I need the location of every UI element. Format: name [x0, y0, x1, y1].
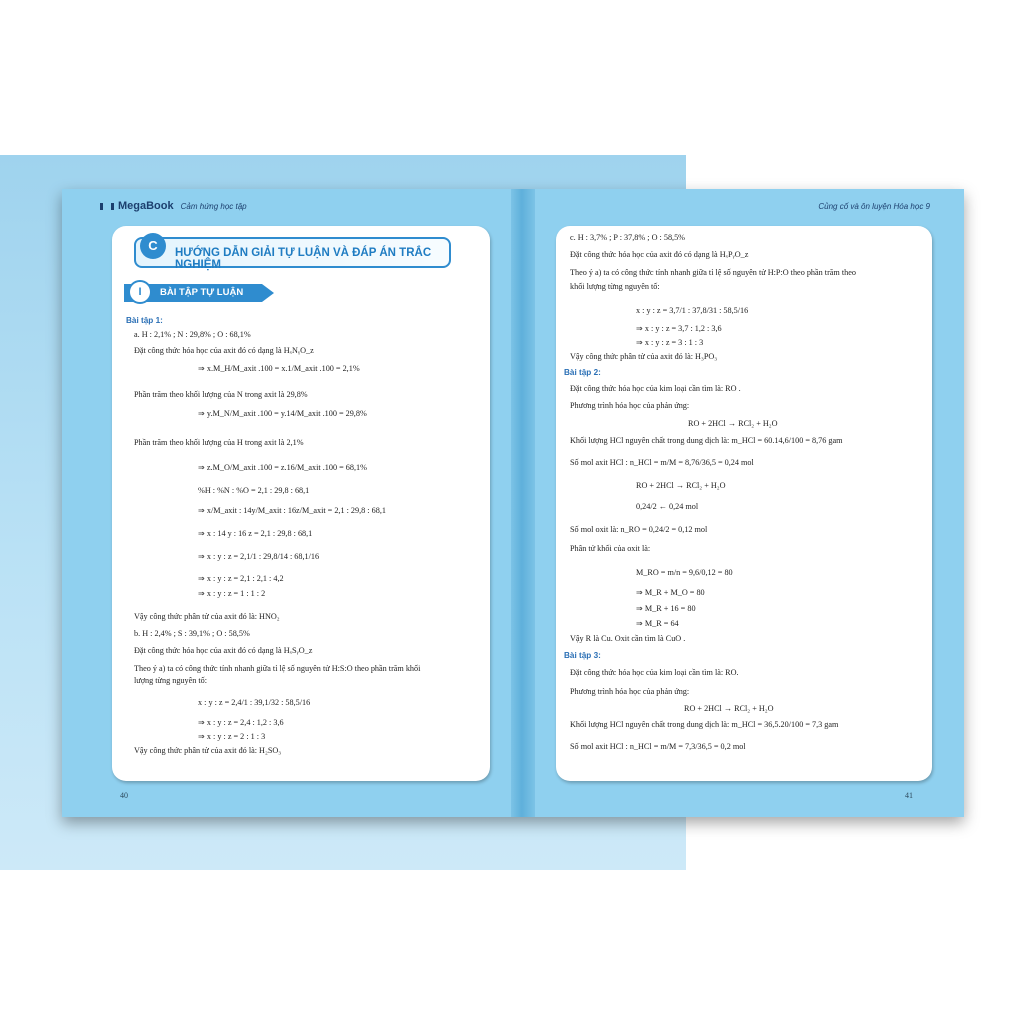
equation-line: ⇒ M_R + 16 = 80: [636, 604, 696, 613]
text-line: Đặt công thức hóa học của axit đó có dạng là HₓSᵧO_z: [134, 646, 313, 655]
section-title: HƯỚNG DẪN GIẢI TỰ LUẬN VÀ ĐÁP ÁN TRẮC NGHIỆM: [175, 247, 432, 271]
text-line: Phân tử khối của oxit là:: [570, 544, 651, 553]
equation-line: ⇒ x/M_axit : 14y/M_axit : 16z/M_axit = 2,1 : 29,8 : 68,1: [198, 506, 386, 515]
equation-line: ⇒ M_R = 64: [636, 619, 679, 628]
brand-header: [100, 200, 247, 212]
text-line: a. H : 2,1% ; N : 29,8% ; O : 68,1%: [134, 330, 251, 339]
text-line: Theo ý a) ta có công thức tính nhanh giữa tỉ lệ số nguyên tử H:P:O theo phần trăm theo: [570, 268, 856, 277]
part-title: BÀI TẬP TỰ LUẬN: [160, 287, 244, 298]
equation-line: ⇒ M_R + M_O = 80: [636, 588, 705, 597]
equation-line: ⇒ x : y : z = 1 : 1 : 2: [198, 589, 266, 598]
right-page: [556, 226, 932, 781]
exercise-heading: Bài tập 3:: [564, 651, 601, 660]
book-gutter: [511, 189, 535, 817]
text-line: Theo ý a) ta có công thức tính nhanh giữa tỉ lệ số nguyên tử H:S:O theo phần trăm khối: [134, 664, 421, 673]
text-line: Phương trình hóa học của phản ứng:: [570, 401, 690, 410]
brand-name: MegaBook: [118, 200, 174, 212]
text-line: Số mol axit HCl : n_HCl = m/M = 7,3/36,5 = 0,2 mol: [570, 742, 746, 751]
equation-line: M_RO = m/n = 9,6/0,12 = 80: [636, 568, 733, 577]
equation-line: ⇒ x : y : z = 3 : 1 : 3: [636, 338, 704, 347]
text-line: Phương trình hóa học của phản ứng:: [570, 687, 690, 696]
equation-line: ⇒ x : y : z = 2,1 : 2,1 : 4,2: [198, 574, 284, 583]
text-line: Vậy R là Cu. Oxit cần tìm là CuO .: [570, 634, 686, 643]
equation-line: ⇒ x : y : z = 3,7 : 1,2 : 3,6: [636, 324, 722, 333]
left-page: [112, 226, 490, 781]
text-line: c. H : 3,7% ; P : 37,8% ; O : 58,5%: [570, 233, 685, 242]
text-line: Vậy công thức phân tử của axit đó là: H₂SO₃: [134, 746, 282, 755]
part-number-badge: I: [128, 280, 152, 304]
section-letter-badge: C: [140, 233, 166, 259]
equation-line: ⇒ x : 14 y : 16 z = 2,1 : 29,8 : 68,1: [198, 529, 313, 538]
equation-line: ⇒ z.M_O/M_axit .100 = z.16/M_axit .100 = 68,1%: [198, 463, 367, 472]
equation-line: x : y : z = 2,4/1 : 39,1/32 : 58,5/16: [198, 698, 311, 707]
page-number-right: 41: [905, 791, 913, 800]
equation-line: 0,24/2 ← 0,24 mol: [636, 502, 699, 511]
text-line: Đặt công thức hóa học của kim loại cần tìm là: RO.: [570, 668, 739, 677]
text-line: Phần trăm theo khối lượng của N trong axit là 29,8%: [134, 390, 308, 399]
equation-line: x : y : z = 3,7/1 : 37,8/31 : 58,5/16: [636, 306, 749, 315]
text-line: Vậy công thức phân tử của axit đó là: H₃PO₃: [570, 352, 718, 361]
text-line: khối lượng từng nguyên tố:: [570, 282, 660, 291]
exercise-heading: Bài tập 2:: [564, 368, 601, 377]
text-line: Phần trăm theo khối lượng của H trong axit là 2,1%: [134, 438, 304, 447]
equation-line: ⇒ y.M_N/M_axit .100 = y.14/M_axit .100 = 29,8%: [198, 409, 367, 418]
text-line: Vậy công thức phân tử của axit đó là: HNO₂: [134, 612, 280, 621]
page-number-left: 40: [120, 791, 128, 800]
text-line: Đặt công thức hóa học của kim loại cần tìm là: RO .: [570, 384, 741, 393]
equation-line: RO + 2HCl → RCl₂ + H₂O: [684, 704, 774, 713]
text-line: b. H : 2,4% ; S : 39,1% ; O : 58,5%: [134, 629, 250, 638]
brand-tagline: Cảm hứng học tập: [180, 201, 247, 211]
megabook-logo-icon: [100, 203, 114, 210]
text-line: Số mol oxit là: n_RO = 0,24/2 = 0,12 mol: [570, 525, 708, 534]
section-title-box: [134, 237, 451, 271]
equation-line: ⇒ x : y : z = 2,4 : 1,2 : 3,6: [198, 718, 284, 727]
equation-line: ⇒ x.M_H/M_axit .100 = x.1/M_axit .100 = 2,1%: [198, 364, 360, 373]
text-line: Đặt công thức hóa học của axit đó có dạng là HₓPᵧO_z: [570, 250, 749, 259]
text-line: Khối lượng HCl nguyên chất trong dung dịch là: m_HCl = 60.14,6/100 = 8,76 gam: [570, 436, 843, 445]
text-line: Khối lượng HCl nguyên chất trong dung dịch là: m_HCl = 36,5.20/100 = 7,3 gam: [570, 720, 839, 729]
equation-line: RO + 2HCl → RCl₂ + H₂O: [636, 481, 726, 490]
equation-line: ⇒ x : y : z = 2,1/1 : 29,8/14 : 68,1/16: [198, 552, 320, 561]
equation-line: RO + 2HCl → RCl₂ + H₂O: [688, 419, 778, 428]
text-line: Đặt công thức hóa học của axit đó có dạng là HₓNᵧO_z: [134, 346, 314, 355]
exercise-heading: Bài tập 1:: [126, 316, 163, 325]
book-title-header: Củng cố và ôn luyện Hóa học 9: [818, 202, 930, 211]
text-line: lượng từng nguyên tố:: [134, 676, 208, 685]
text-line: Số mol axit HCl : n_HCl = m/M = 8,76/36,5 = 0,24 mol: [570, 458, 754, 467]
equation-line: ⇒ x : y : z = 2 : 1 : 3: [198, 732, 266, 741]
equation-line: %H : %N : %O = 2,1 : 29,8 : 68,1: [198, 486, 310, 495]
open-book: [62, 189, 964, 817]
